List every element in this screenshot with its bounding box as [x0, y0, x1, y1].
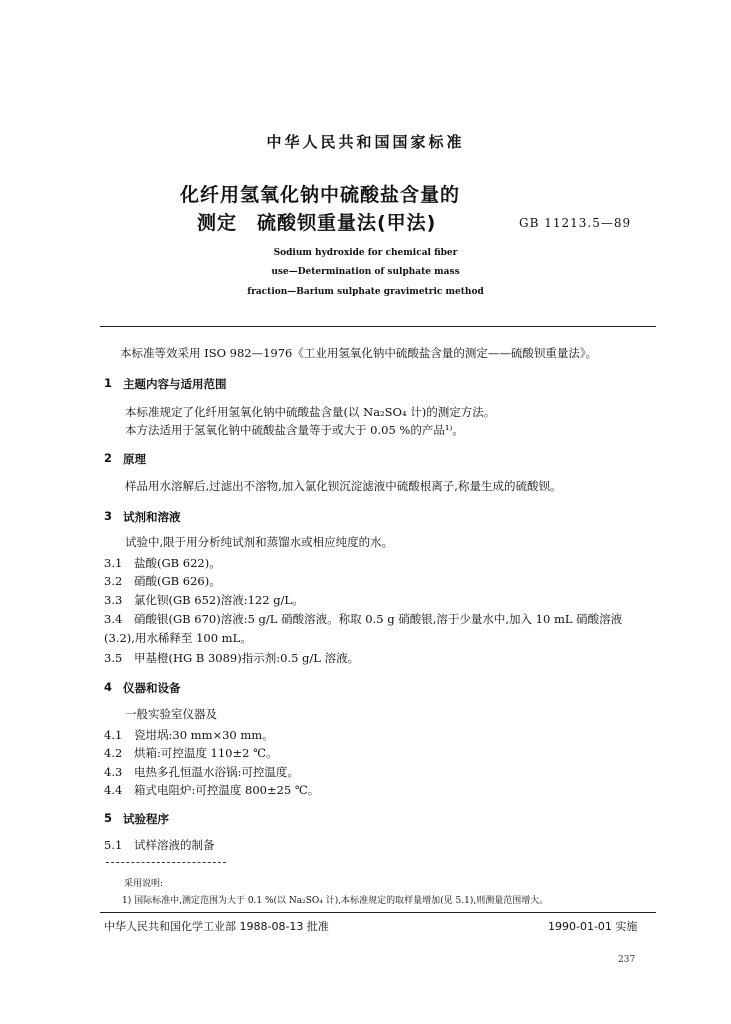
section-heading-3: 试剂和溶液: [123, 510, 181, 524]
implementation-date: 1990-01-01 实施: [548, 920, 638, 933]
footnote-label: 采用说明:: [124, 879, 164, 889]
item-number-5-1: 5.1: [104, 838, 123, 852]
item-text-5-1: 试样溶液的制备: [134, 838, 215, 852]
section-heading-1: 主题内容与适用范围: [123, 377, 227, 391]
item-number-3-4: 3.4: [104, 612, 123, 626]
item-text-4-4: 箱式电阻炉:可控温度 800±25 ℃。: [134, 783, 320, 797]
document-title-line2: 测定 硫酸钡重量法(甲法): [197, 212, 437, 234]
section-1-paragraph-2: 本方法适用于氢氧化钠中硫酸盐含量等于或大于 0.05 %的产品¹⁾。: [125, 423, 464, 437]
section-4-paragraph-1: 一般实验室仪器及: [125, 707, 217, 721]
item-text-3-3: 氯化钡(GB 652)溶液:122 g/L。: [134, 593, 304, 607]
item-number-4-3: 4.3: [104, 765, 123, 779]
section-number-2: 2: [104, 451, 113, 465]
english-title-line3: fraction—Barium sulphate gravimetric method: [247, 287, 484, 297]
footnote-divider: [106, 862, 226, 863]
english-title-line2: use—Determination of sulphate mass: [271, 267, 460, 277]
item-text-3-4: 硝酸银(GB 670)溶液:5 g/L 硝酸溶液。称取 0.5 g 硝酸银,溶于少量水中,加入 10 mL 硝酸溶液: [134, 612, 623, 626]
item-number-3-3: 3.3: [104, 593, 123, 607]
section-2-paragraph-1: 样品用水溶解后,过滤出不溶物,加入氯化钡沉淀滤液中硫酸根离子,称量生成的硫酸钡。: [125, 479, 562, 493]
approval-statement: 中华人民共和国化学工业部 1988-08-13 批准: [104, 920, 329, 933]
top-divider: [100, 326, 656, 327]
item-text-3-4-continued: (3.2),用水稀释至 100 mL。: [104, 631, 252, 645]
section-3-paragraph-1: 试验中,限于用分析纯试剂和蒸馏水或相应纯度的水。: [125, 535, 394, 549]
national-standard-header: 中华人民共和国国家标准: [266, 133, 465, 151]
document-title-line1: 化纤用氢氧化钠中硫酸盐含量的: [180, 184, 461, 206]
item-number-3-1: 3.1: [104, 556, 123, 570]
item-text-4-2: 烘箱:可控温度 110±2 ℃。: [134, 746, 278, 760]
bottom-divider: [100, 912, 656, 913]
intro-paragraph: 本标准等效采用 ISO 982—1976《工业用氢氧化钠中硫酸盐含量的测定——硫酸钡重量法》。: [120, 346, 598, 360]
section-number-1: 1: [104, 376, 113, 390]
standard-number: GB 11213.5—89: [519, 216, 632, 230]
item-number-3-2: 3.2: [104, 574, 123, 588]
item-number-4-2: 4.2: [104, 746, 123, 760]
footnote-text: 1) 国际标准中,测定范围为大于 0.1 %(以 Na₂SO₄ 计),本标准规定的取样量增加(见 5.1),则测量范围增大。: [122, 896, 549, 906]
item-text-4-1: 瓷坩埚:30 mm×30 mm。: [134, 728, 274, 742]
item-text-4-3: 电热多孔恒温水浴锅:可控温度。: [134, 765, 299, 779]
section-number-3: 3: [104, 509, 113, 523]
section-heading-2: 原理: [123, 452, 146, 466]
section-number-5: 5: [104, 811, 113, 825]
item-number-4-4: 4.4: [104, 783, 123, 797]
item-number-3-5: 3.5: [104, 651, 123, 665]
page-number: 237: [618, 955, 636, 965]
section-heading-5: 试验程序: [123, 812, 169, 826]
section-1-paragraph-1: 本标准规定了化纤用氢氧化钠中硫酸盐含量(以 Na₂SO₄ 计)的测定方法。: [125, 405, 496, 419]
section-number-4: 4: [104, 680, 113, 694]
section-heading-4: 仪器和设备: [123, 681, 181, 695]
english-title-line1: Sodium hydroxide for chemical fiber: [273, 248, 458, 258]
item-number-4-1: 4.1: [104, 728, 123, 742]
item-text-3-2: 硝酸(GB 626)。: [134, 574, 221, 588]
item-text-3-1: 盐酸(GB 622)。: [134, 556, 221, 570]
item-text-3-5: 甲基橙(HG B 3089)指示剂:0.5 g/L 溶液。: [134, 651, 360, 665]
